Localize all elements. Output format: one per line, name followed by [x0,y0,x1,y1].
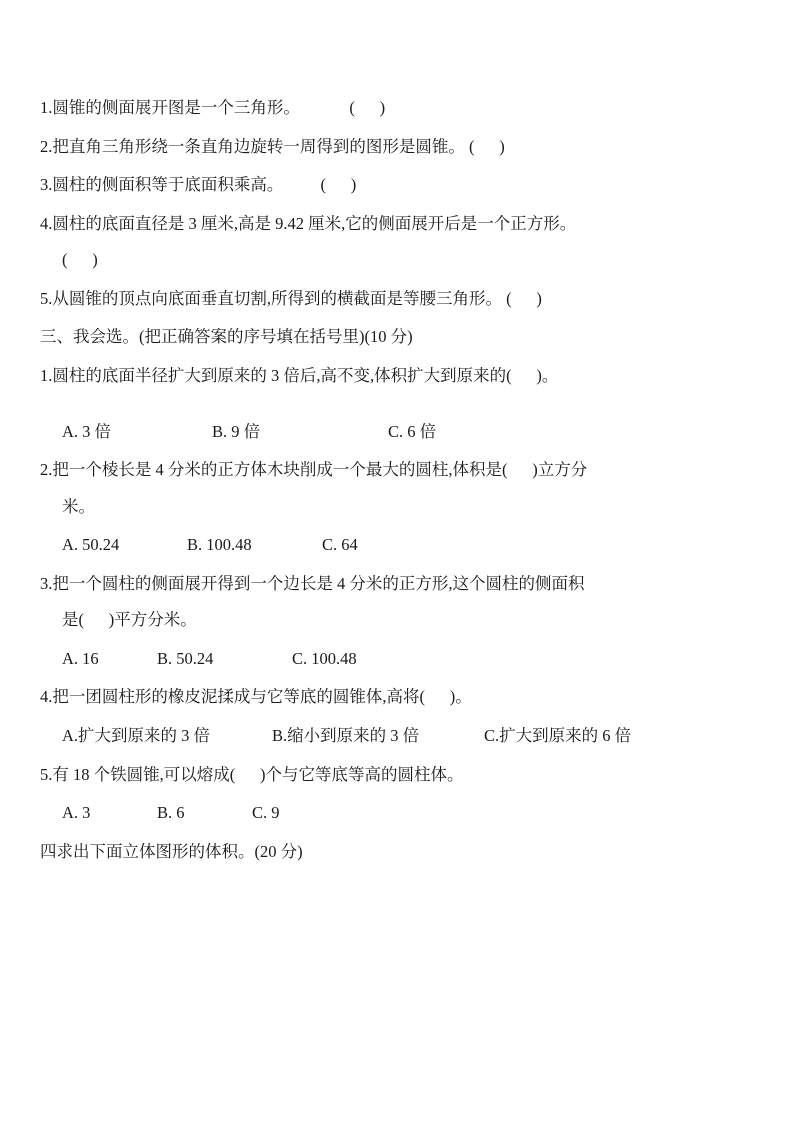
choice-q5-options [40,800,747,826]
choice-q4-stem: 4.把一团圆柱形的橡皮泥揉成与它等底的圆锥体,高将( )。 [40,687,472,707]
choice-q1-stem: 1.圆柱的底面半径扩大到原来的 3 倍后,高不变,体积扩大到原来的( )。 [40,365,559,385]
true-false-item-3: 3.圆柱的侧面积等于底面积乘高。 ( ) [40,175,357,195]
choice-q5-stem: 5.有 18 个铁圆锥,可以熔成( )个与它等底等高的圆柱体。 [40,764,464,784]
choice-q1-option-a[interactable]: A. 3 倍 [62,421,112,441]
choice-q1-options [40,419,747,445]
choice-q5-option-c[interactable]: C. 9 [252,803,280,823]
section-choice-title: 三、我会选。(把正确答案的序号填在括号里)(10 分) [40,327,413,347]
choice-q2-option-a[interactable]: A. 50.24 [62,535,120,555]
choice-q2-stem-cont: 米。 [62,496,95,516]
choice-q3-stem-cont: 是( )平方分米。 [62,610,197,630]
choice-q2-options [40,532,747,558]
choice-q3-stem: 3.把一个圆柱的侧面展开得到一个边长是 4 分米的正方形,这个圆柱的侧面积 [40,573,585,593]
choice-q5-option-a[interactable]: A. 3 [62,803,91,823]
choice-q4-option-c[interactable]: C.扩大到原来的 6 倍 [484,726,632,745]
choice-q2-stem: 2.把一个棱长是 4 分米的正方体木块削成一个最大的圆柱,体积是( )立方分 [40,460,588,480]
choice-q4-option-a[interactable]: A.扩大到原来的 3 倍 [62,726,211,745]
true-false-item-4-answer-blank: ( ) [62,250,98,270]
choice-q1-option-b[interactable]: B. 9 倍 [212,421,261,441]
choice-q1-option-c[interactable]: C. 6 倍 [388,421,437,441]
choice-q3-option-b[interactable]: B. 50.24 [157,648,214,668]
true-false-item-2: 2.把直角三角形绕一条直角边旋转一周得到的图形是圆锥。 ( ) [40,136,505,156]
choice-q5-option-b[interactable]: B. 6 [157,803,185,823]
choice-q2-option-b[interactable]: B. 100.48 [187,535,252,555]
true-false-item-5: 5.从圆锥的顶点向底面垂直切割,所得到的横截面是等腰三角形。 ( ) [40,288,542,308]
true-false-item-4: 4.圆柱的底面直径是 3 厘米,高是 9.42 厘米,它的侧面展开后是一个正方形。 [40,213,577,233]
choice-q3-option-a[interactable]: A. 16 [62,648,99,668]
choice-q2-option-c[interactable]: C. 64 [322,535,358,555]
choice-q4-option-b[interactable]: B.缩小到原来的 3 倍 [272,726,420,745]
choice-q3-option-c[interactable]: C. 100.48 [292,648,357,668]
choice-q3-options [40,646,747,672]
choice-q4-options [40,723,747,749]
section-volume-title: 四求出下面立体图形的体积。(20 分) [40,841,303,861]
true-false-item-1: 1.圆锥的侧面展开图是一个三角形。 ( ) [40,98,386,117]
